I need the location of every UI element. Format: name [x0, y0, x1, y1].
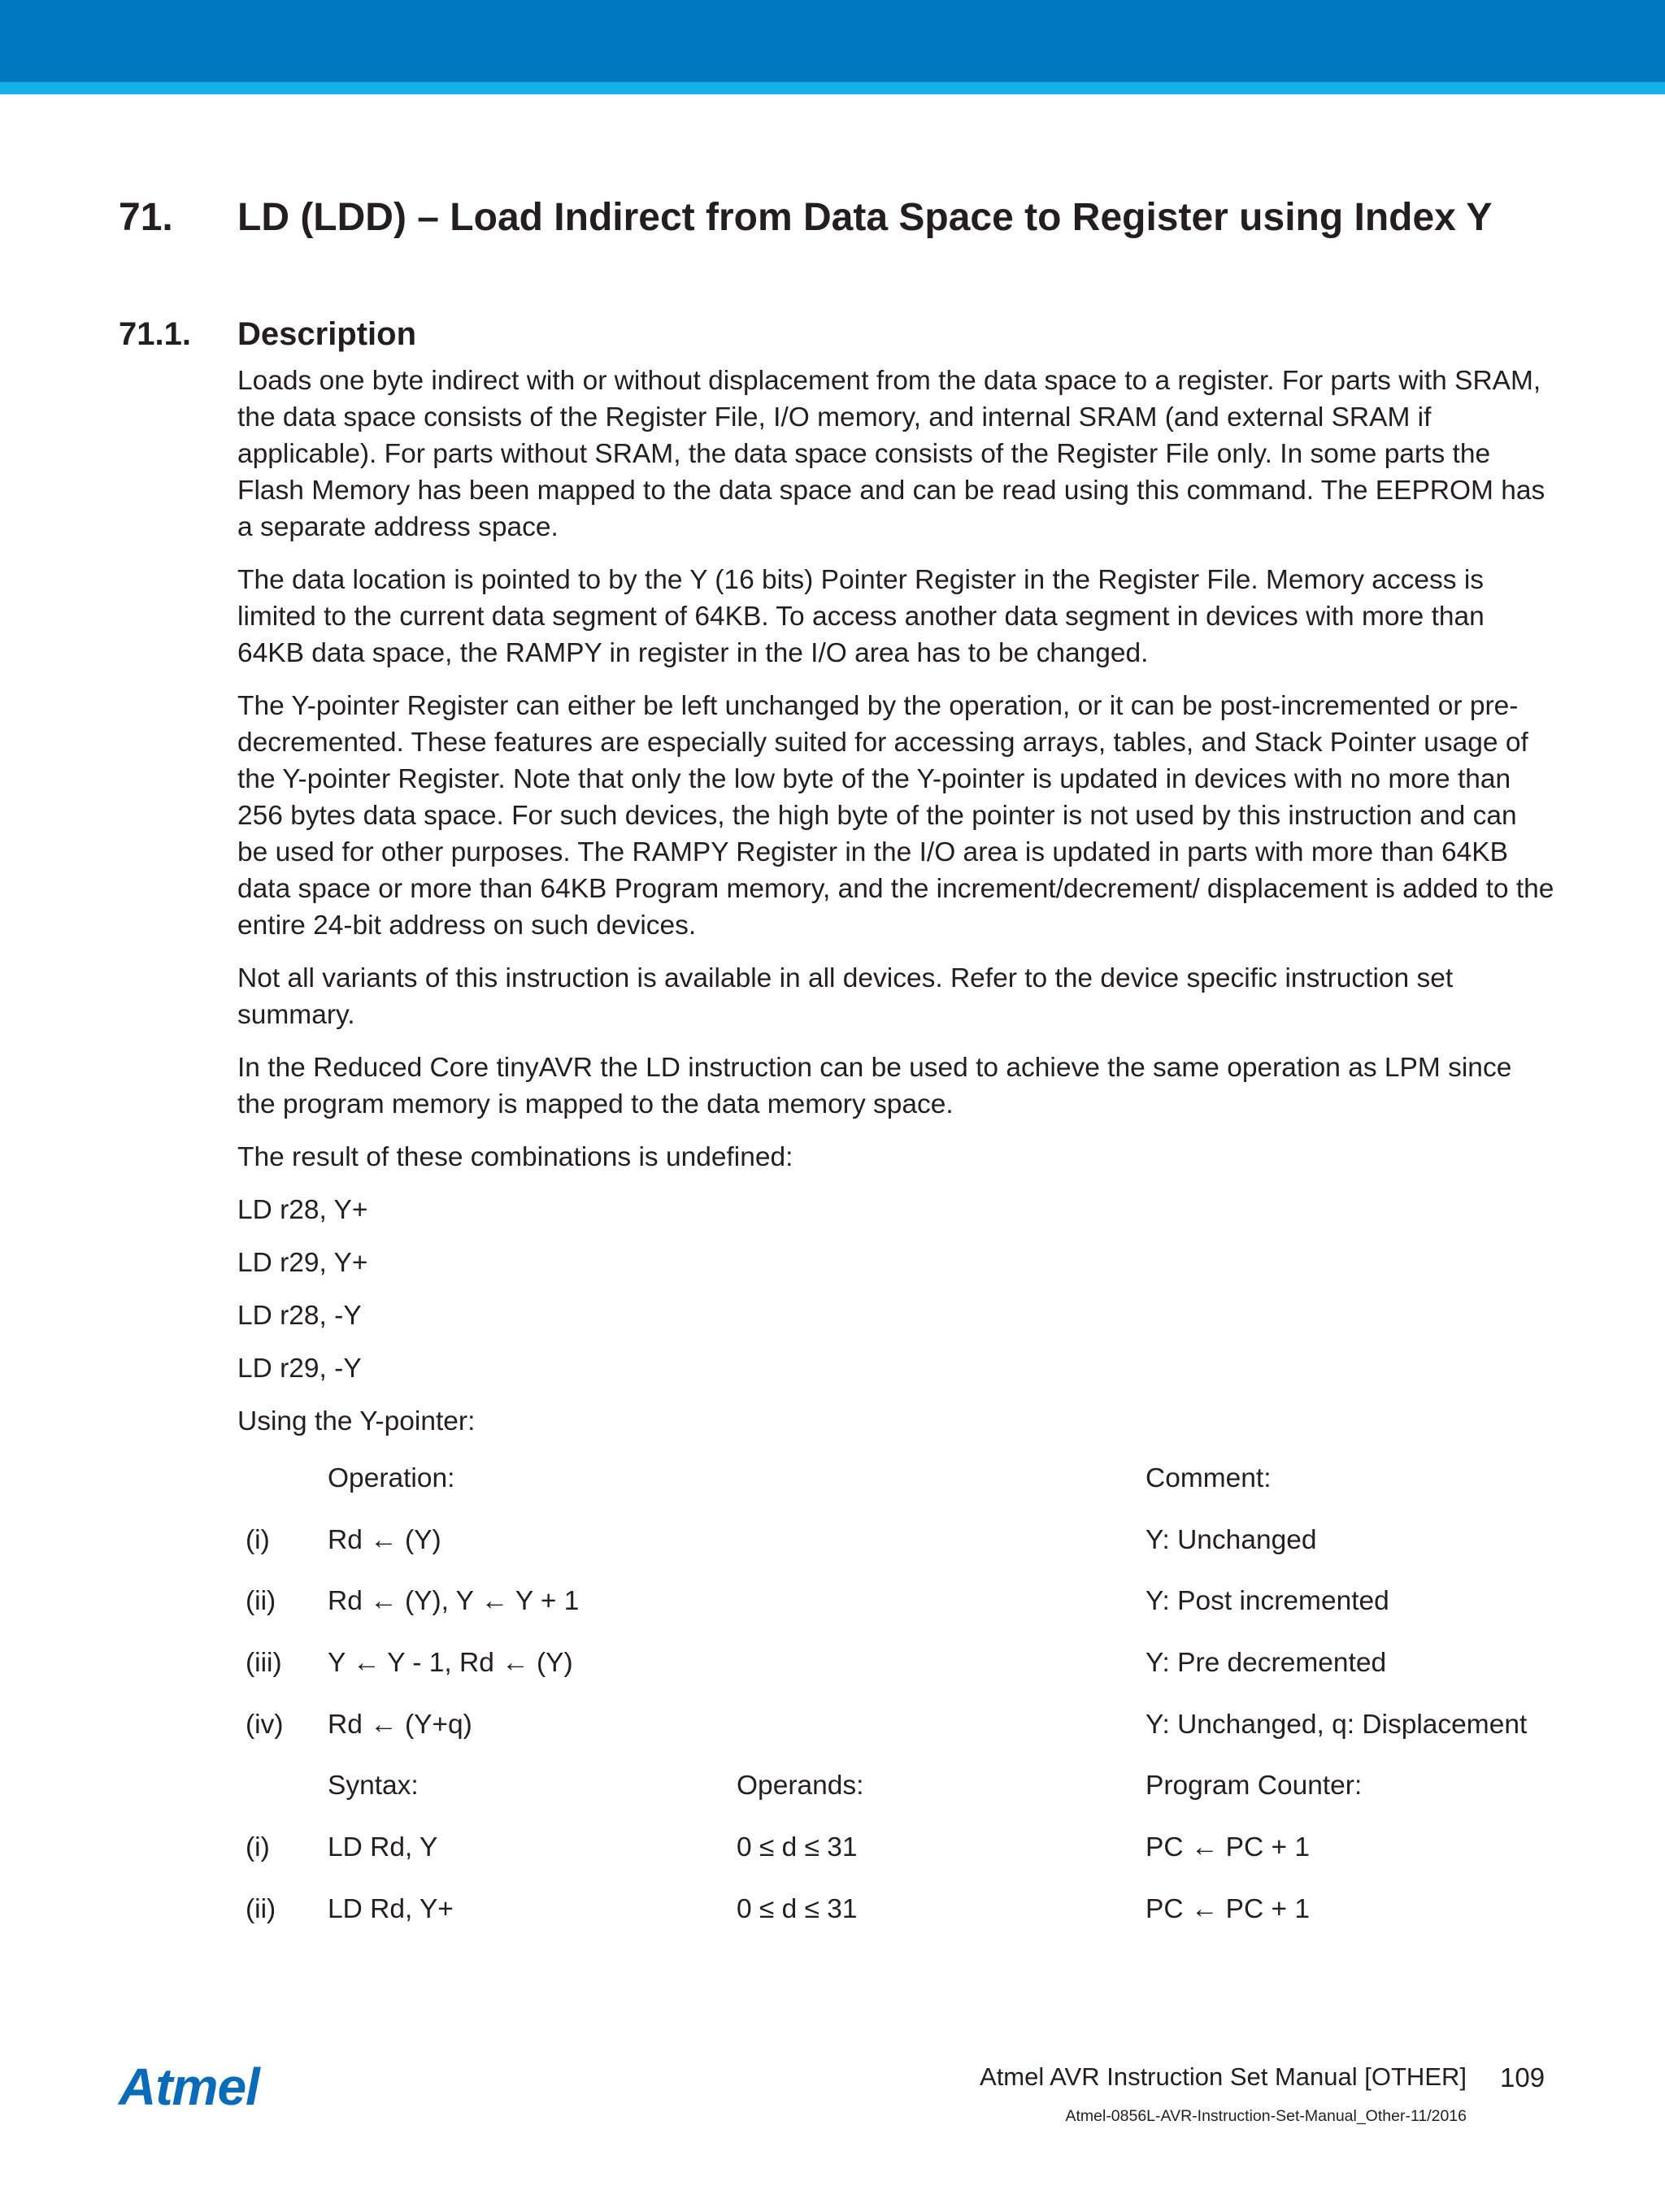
program-counter-header: Program Counter:	[1146, 1771, 1363, 1801]
operation-cell: Rd ← (Y)	[328, 1524, 441, 1555]
page-number: 109	[1500, 2062, 1545, 2092]
code-example: LD r29, -Y	[237, 1354, 362, 1384]
program-counter-cell: PC ← PC + 1	[1146, 1832, 1310, 1863]
operands-cell: 0 ≤ d ≤ 31	[737, 1832, 858, 1863]
paragraph: In the Reduced Core tinyAVR the LD instruction can be used to achieve the same operation as LPM since the program memory is mapped to the data memory space.	[237, 1053, 1512, 1119]
table-row	[237, 1525, 1571, 1587]
subsection-number: 71.1.	[119, 316, 191, 352]
using-label: Using the Y-pointer:	[237, 1406, 476, 1436]
paragraph: Not all variants of this instruction is available in all devices. Refer to the device specific instruction set summary.	[237, 963, 1454, 1030]
operands-cell: 0 ≤ d ≤ 31	[737, 1893, 858, 1924]
comment-cell: Y: Unchanged, q: Displacement	[1146, 1709, 1528, 1740]
comment-header: Comment:	[1146, 1463, 1272, 1493]
paragraph: The Y-pointer Register can either be left unchanged by the operation, or it can be post-incremented or pre-decremented. These features are especially suited for accessing arrays, tables, and Stack Pointer usage of the Y-pointer Register. Note that only the low byte of the Y-pointer is updated in devices with no more than 256 bytes data space. For such devices, the high byte of the pointer is not used by this instruction and can be used for other purposes. The RAMPY Register in the I/O area is updated in parts with more than 64KB data space or more than 64KB Program memory, and the increment/decrement/ displacement is added to the entire 24-bit address on such devices.	[237, 691, 1554, 941]
header-stripe	[0, 82, 1665, 94]
row-index: (ii)	[246, 1893, 276, 1924]
program-counter-cell: PC ← PC + 1	[1146, 1893, 1310, 1924]
row-index: (ii)	[246, 1586, 276, 1617]
paragraph: The data location is pointed to by the Y (16 bits) Pointer Register in the Register File. Memory access is limited to the current data segment of 64KB. To access another data segment in devices with more than 64KB data space, the RAMPY in register in the I/O area has to be changed.	[237, 565, 1485, 668]
header-band	[0, 0, 1665, 82]
comment-cell: Y: Post incremented	[1146, 1586, 1389, 1617]
description-body	[237, 363, 1554, 1456]
syntax-header: Syntax:	[328, 1771, 419, 1801]
paragraph: The result of these combinations is undefined:	[237, 1142, 793, 1172]
operation-cell: Rd ← (Y+q)	[328, 1709, 472, 1740]
table-row	[237, 1648, 1571, 1710]
paragraph: Loads one byte indirect with or without displacement from the data space to a register. For parts with SRAM, the data space consists of the Register File, I/O memory, and internal SRAM (and external SRAM if applicable). For parts without SRAM, the data space consists of the Register File only. In some parts the Flash Memory has been mapped to the data space and can be read using this command. The EEPROM has a separate address space.	[237, 366, 1545, 542]
comment-cell: Y: Pre decremented	[1146, 1648, 1387, 1679]
comment-cell: Y: Unchanged	[1146, 1524, 1317, 1555]
operation-cell: Y ← Y - 1, Rd ← (Y)	[328, 1648, 573, 1679]
manual-title: Atmel AVR Instruction Set Manual [OTHER]	[980, 2062, 1467, 2091]
row-index: (iii)	[246, 1648, 282, 1679]
table-row	[237, 1710, 1571, 1771]
operation-syntax-table	[237, 1463, 1571, 1956]
table-header-row	[237, 1463, 1571, 1525]
table-row	[237, 1586, 1571, 1648]
subsection-title: Description	[237, 316, 417, 352]
section-number: 71.	[119, 196, 173, 239]
atmel-logo: Atmel	[119, 2058, 259, 2116]
row-index: (iv)	[246, 1709, 284, 1740]
row-index: (i)	[246, 1524, 270, 1555]
operation-header: Operation:	[328, 1463, 455, 1493]
operation-cell: Rd ← (Y), Y ← Y + 1	[328, 1586, 580, 1617]
syntax-cell: LD Rd, Y	[328, 1832, 438, 1863]
row-index: (i)	[246, 1832, 270, 1863]
code-example: LD r28, Y+	[237, 1195, 368, 1225]
syntax-cell: LD Rd, Y+	[328, 1893, 454, 1924]
section-title: LD (LDD) – Load Indirect from Data Space to Register using Index Y	[237, 196, 1493, 239]
code-example: LD r28, -Y	[237, 1301, 362, 1331]
code-example: LD r29, Y+	[237, 1248, 368, 1278]
document-id: Atmel-0856L-AVR-Instruction-Set-Manual_Other-11/2016	[1065, 2107, 1467, 2125]
operands-header: Operands:	[737, 1771, 864, 1801]
table-row	[237, 1894, 1571, 1956]
table-header-row	[237, 1771, 1571, 1832]
table-row	[237, 1832, 1571, 1894]
